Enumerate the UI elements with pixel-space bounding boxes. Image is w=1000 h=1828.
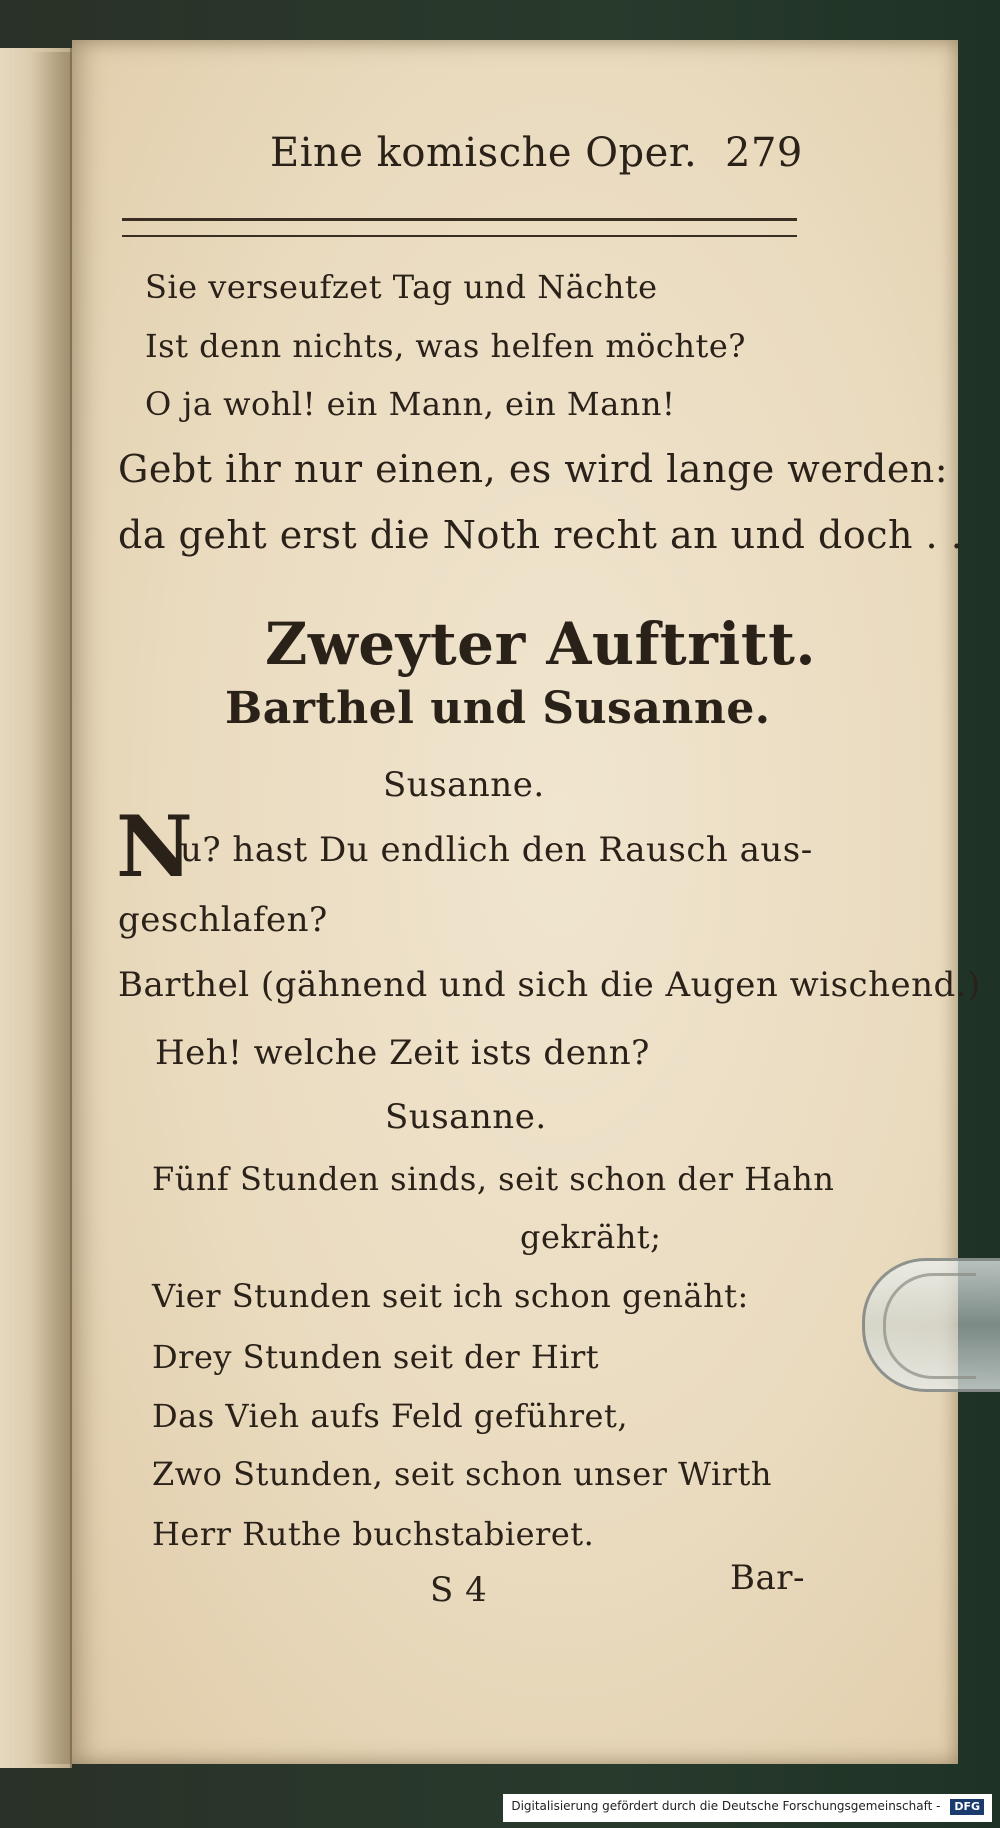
speaker-susanne-1: Susanne. [383,765,545,805]
dialogue-line-1b: geschlafen? [118,900,328,940]
header-rule [122,218,797,237]
drop-capital: N [116,797,193,896]
verse-line-4: Gebt ihr nur einen, es wird lange werden: [118,447,949,491]
credit-text: Digitalisierung gefördert durch die Deutsche Forschungsgemeinschaft - [511,1799,941,1813]
dfg-logo: DFG [950,1799,984,1815]
page-clip-loop [883,1273,976,1379]
verse-line-1: Sie verseufzet Tag und Nächte [145,268,658,306]
verse-line-5: da geht erst die Noth recht an und doch . . [118,513,964,557]
song-line-1-continued: gekräht; [520,1218,662,1256]
scene-title: Zweyter Auftritt. [265,610,817,678]
dialogue-line-2: Heh! welche Zeit ists denn? [155,1033,650,1073]
song-line-4: Das Vieh aufs Feld geführet, [152,1397,628,1435]
song-line-5: Zwo Stunden, seit schon unser Wirth [152,1455,772,1493]
song-line-1: Fünf Stunden sinds, seit schon der Hahn [152,1160,835,1198]
song-line-6: Herr Ruthe buchstabieret. [152,1515,595,1553]
running-title: Eine komische Oper. [270,130,698,176]
printer-signature: S 4 [430,1570,488,1610]
song-line-3: Drey Stunden seit der Hirt [152,1338,600,1376]
page-clip [862,1258,1000,1392]
speaker-barthel-with-direction: Barthel (gähnend und sich die Augen wischend.) [118,965,981,1005]
gutter-shadow [30,52,74,1764]
verse-line-2: Ist denn nichts, was helfen möchte? [145,327,746,365]
dialogue-line-1a: u? hast Du endlich den Rausch aus- [180,830,813,870]
catchword: Bar- [730,1558,805,1598]
verse-line-3: O ja wohl! ein Mann, ein Mann! [145,385,676,423]
page-number: 279 [725,130,803,176]
digitization-credit [503,1794,992,1822]
speaker-susanne-2: Susanne. [385,1097,547,1137]
song-line-2: Vier Stunden seit ich schon genäht: [152,1277,749,1315]
scene-persons: Barthel und Susanne. [225,683,771,734]
